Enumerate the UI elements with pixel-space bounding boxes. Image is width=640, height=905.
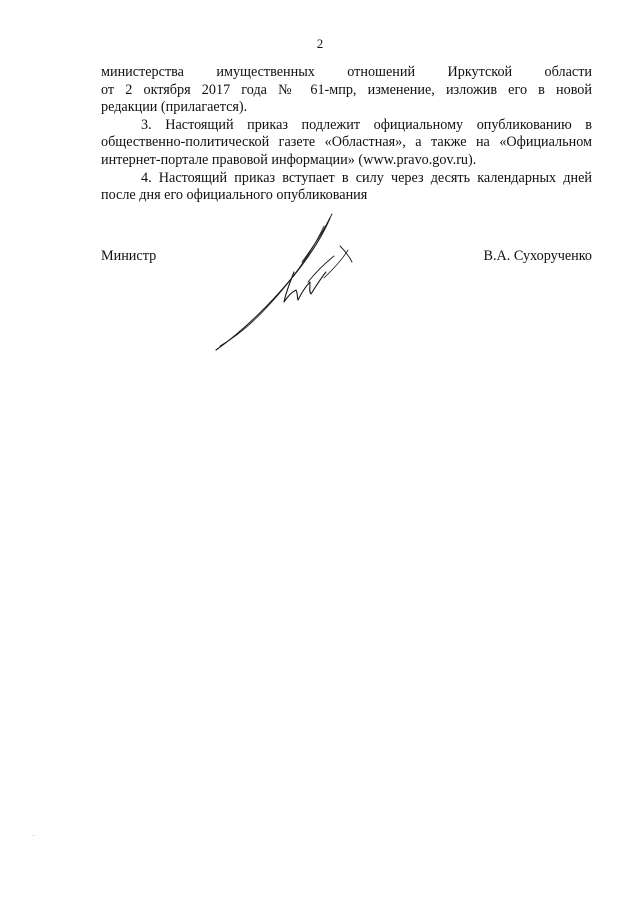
paragraph-item-4 bbox=[101, 170, 592, 205]
document-body bbox=[101, 64, 592, 205]
signature-stroke bbox=[284, 272, 326, 302]
page-number: 2 bbox=[316, 36, 324, 51]
text-line: 3. Настоящий приказ подлежит официальному опубликованию в bbox=[141, 116, 592, 133]
signature-stroke bbox=[302, 214, 332, 262]
signature-stroke bbox=[324, 250, 348, 278]
signatory-name: В.А. Сухорученко bbox=[483, 248, 592, 264]
handwritten-signature bbox=[212, 212, 362, 357]
text-line: редакции (прилагается). bbox=[101, 99, 248, 116]
text-line: общественно-политической газете «Областная», а также на «Официальном bbox=[101, 134, 592, 151]
paragraph-item-3 bbox=[101, 117, 592, 170]
text-line: 4. Настоящий приказ вступает в силу через десять календарных дней bbox=[141, 169, 592, 186]
paragraph-continuation bbox=[101, 64, 592, 117]
scan-speck bbox=[33, 835, 34, 836]
signature-stroke bbox=[216, 218, 330, 350]
text-line: после дня его официального опубликования bbox=[101, 187, 368, 204]
signature-stroke bbox=[220, 226, 324, 346]
text-line: интернет-портале правовой информации» (www.pravo.gov.ru). bbox=[101, 151, 477, 168]
text-line: от 2 октября 2017 года № 61-мпр, изменение, изложив его в новой bbox=[101, 81, 592, 98]
text-line: министерства имущественных отношений Иркутской области bbox=[101, 64, 592, 80]
signatory-title: Министр bbox=[101, 248, 157, 264]
signature-stroke bbox=[340, 246, 352, 262]
